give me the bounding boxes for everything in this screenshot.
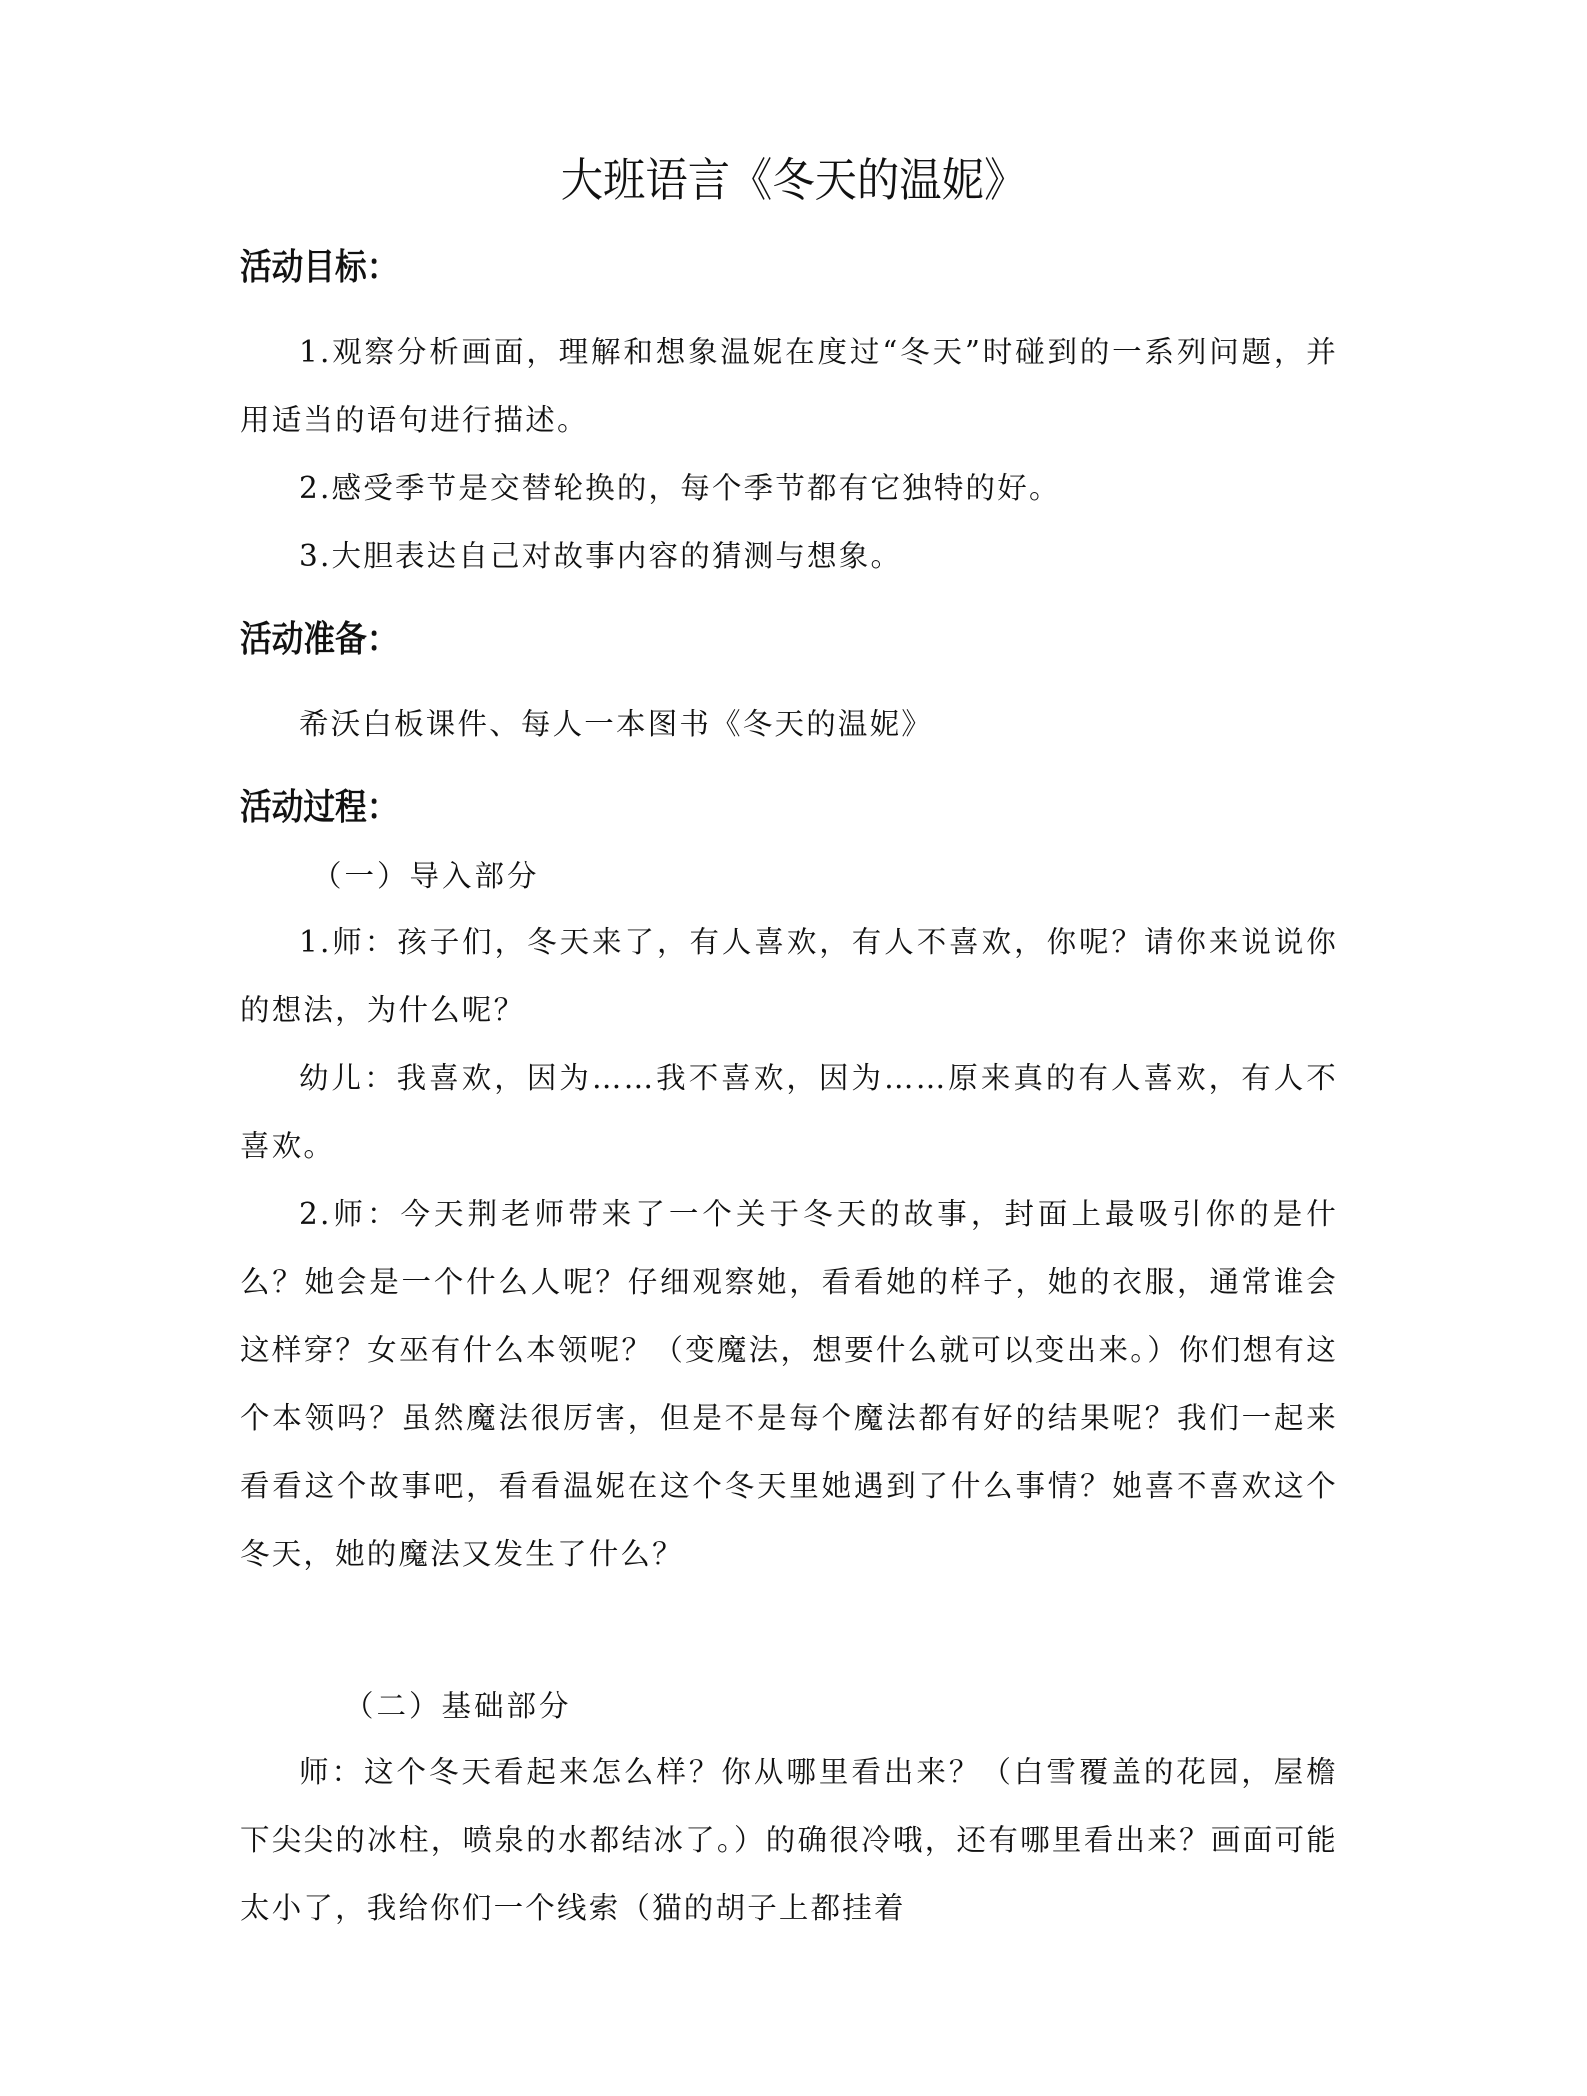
part1-heading: （一）导入部分 [312, 859, 540, 893]
part1-paragraph-3: 2.师：今天荆老师带来了一个关于冬天的故事，封面上最吸引你的是什么？她会是一个什么人呢？仔细观察她，看看她的样子，她的衣服，通常谁会这样穿？女巫有什么本领呢？（变魔法，想要什么就可以变出来。）你们想有这个本领吗？虽然魔法很厉害，但是不是每个魔法都有好的结果呢？我们一起来看看这个故事吧，看看温妮在这个冬天里她遇到了什么事情？她喜不喜欢这个冬天，她的魔法又发生了什么？ [240, 1197, 1338, 1571]
document-title: 大班语言《冬天的温妮》 [560, 153, 1027, 207]
preparation-heading: 活动准备： [240, 619, 399, 660]
part2-paragraph-1: 师：这个冬天看起来怎么样？你从哪里看出来？（白雪覆盖的花园，屋檐下尖尖的冰柱，喷泉的水都结冰了。）的确很冷哦，还有哪里看出来？画面可能太小了，我给你们一个线索（猫的胡子上都挂着 [240, 1755, 1338, 1925]
process-heading: 活动过程： [240, 787, 399, 828]
goal-item-3: 3.大胆表达自己对故事内容的猜测与想象。 [299, 539, 903, 573]
goal-item-2: 2.感受季节是交替轮换的，每个季节都有它独特的好。 [299, 471, 1061, 505]
part1-paragraph-2: 幼儿：我喜欢，因为……我不喜欢，因为……原来真的有人喜欢，有人不喜欢。 [240, 1061, 1338, 1163]
goal-item-1: 1.观察分析画面，理解和想象温妮在度过“冬天”时碰到的一系列问题，并用适当的语句进行描述。 [240, 335, 1338, 437]
goals-heading: 活动目标： [240, 247, 399, 288]
part1-paragraph-1: 1.师：孩子们，冬天来了，有人喜欢，有人不喜欢，你呢？请你来说说你的想法，为什么呢？ [240, 925, 1338, 1027]
part2-heading: （二）基础部分 [344, 1689, 572, 1723]
preparation-text: 希沃白板课件、每人一本图书《冬天的温妮》 [299, 707, 934, 741]
